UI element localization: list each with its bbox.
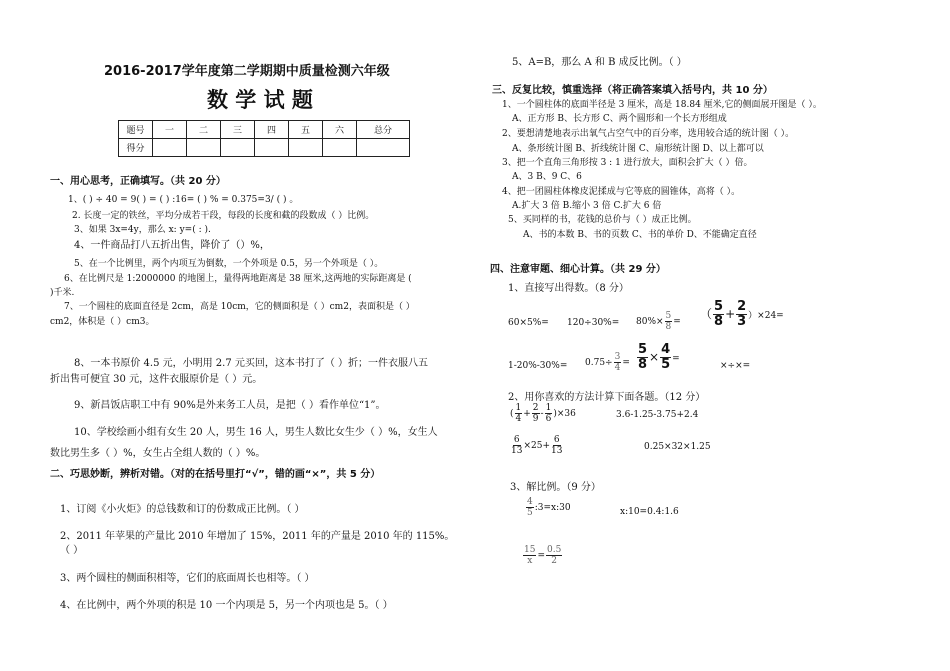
s3-q3: 3、把一个直角三角形按 3 : 1 进行放大，面积会扩大（ ）倍。 <box>502 158 753 168</box>
table-cell: 一 <box>153 121 187 139</box>
s1-q7b: cm2，体积是（ ）cm3。 <box>50 317 155 327</box>
s4-part2: 2、用你喜欢的方法计算下面各题。（12 分） <box>508 392 706 403</box>
section1-title: 一、用心思考，正确填写。（共 20 分） <box>50 176 226 187</box>
fraction: $\frac{5}{8}$ <box>714 299 724 329</box>
table-cell: 四 <box>255 121 289 139</box>
s1-q8a: 8、一本书原价 4.5 元，小明用 2.7 元买回，这本书打了（ ）折；一件衣服八五 <box>74 358 429 369</box>
calc-4: （ $\frac{5}{8}$ + $\frac{2}{3}$ ）×24= <box>700 299 784 329</box>
fraction: $\frac{4}{5}$ <box>527 497 533 518</box>
s1-q6a: 6、在比例尺是 1:2000000 的地图上，量得两地距离是 38 厘米,这两地的实际距离是 ( <box>64 274 412 284</box>
section4-title: 四、注意审题、细心计算。（共 29 分） <box>490 264 666 275</box>
score-input-cell[interactable] <box>289 139 323 157</box>
fraction: $\frac{5}{8}$ <box>638 342 648 372</box>
section3-title: 三、反复比较，慎重选择（将正确答案填入括号内，共 10 分） <box>492 85 773 96</box>
s2-q1: 1、订阅《小火炬》的总钱数和订的份数成正比例。（ ） <box>60 504 305 515</box>
section2-title: 二、巧思妙断，辨析对错。（对的在括号里打“√”，错的画“×”，共 5 分） <box>50 469 381 480</box>
table-cell: 题号 <box>119 121 153 139</box>
table-cell: 三 <box>221 121 255 139</box>
subject-title: 数 学 试 题 <box>207 88 313 112</box>
s1-q8b: 折出售可便宜 30 元，这件衣服原价是（ ）元。 <box>50 374 263 385</box>
fraction: $\frac{3}{4}$ <box>614 352 621 373</box>
score-input-cell[interactable] <box>255 139 289 157</box>
table-cell: 六 <box>323 121 357 139</box>
expr-1: ( $\frac{1}{4}$ + $\frac{2}{9}$ - $\frac{1}{6}$ )×36 <box>510 403 576 424</box>
table-cell: 得分 <box>119 139 153 157</box>
fraction: $\frac{0.5}{2}$ <box>547 545 562 566</box>
score-input-cell[interactable] <box>187 139 221 157</box>
fraction: $\frac{2}{9}$ <box>532 403 539 424</box>
s1-q9: 9、新昌饭店职工中有 90%是外来务工人员，是把（ ）看作单位“1”。 <box>74 400 386 411</box>
expr-4: 0.25×32×1.25 <box>644 442 711 452</box>
table-cell: 总分 <box>357 121 410 139</box>
proportion-2: x:10=0.4:1.6 <box>620 507 679 517</box>
expr-2: 3.6-1.25-3.75+2.4 <box>616 410 699 420</box>
s2-q4: 4、在比例中，两个外项的积是 10 一个内项是 5，另一个内项也是 5。（ ） <box>60 600 393 611</box>
s1-q2: 2. 长度一定的铁丝，平均分成若干段，每段的长度和截的段数成（ ）比例。 <box>72 211 375 221</box>
expr-3: $\frac{6}{13}$ ×25+ $\frac{6}{13}$ <box>511 435 563 456</box>
calc-5: 1-20%-30%= <box>508 361 568 371</box>
s3-q5-options: A、书的本数 B、书的页数 C、书的单价 D、不能确定直径 <box>523 230 757 240</box>
s2-q5: 5、A=B，那么 A 和 B 成反比例。（ ） <box>512 57 687 68</box>
calc-7: $\frac{5}{8}$ × $\frac{4}{5}$ = <box>638 342 680 372</box>
table-row <box>119 139 410 157</box>
s3-q5: 5、买同样的书，花钱的总价与（ ）成正比例。 <box>508 215 697 225</box>
s2-q2b: （ ） <box>60 545 84 556</box>
proportion-1: $\frac{4}{5}$ :3=x:30 <box>527 497 571 518</box>
s1-q3: 3、如果 3x=4y，那么 x: y=( : ). <box>74 225 211 235</box>
score-table <box>118 120 410 157</box>
s1-q5: 5、在一个比例里，两个内项互为倒数，一个外项是 0.5，另一个外项是（ ）。 <box>74 259 384 269</box>
calc-6: 0.75÷ $\frac{3}{4}$ = <box>585 352 630 373</box>
s3-q1-options: A、正方形 B、长方形 C、两个圆形和一个长方形组成 <box>512 114 727 124</box>
fraction: $\frac{5}{8}$ <box>665 311 672 332</box>
table-cell: 五 <box>289 121 323 139</box>
score-input-cell[interactable] <box>323 139 357 157</box>
s4-part3: 3、解比例。（9 分） <box>510 482 601 493</box>
s4-part1: 1、直接写出得数。（8 分） <box>508 283 629 294</box>
s3-q2: 2、要想清楚地表示出氧气占空气中的百分率，选用较合适的统计图（ ）。 <box>502 129 795 139</box>
s3-q2-options: A、条形统计图 B、折线统计图 C、扇形统计图 D、以上都可以 <box>512 144 764 154</box>
table-cell: 二 <box>187 121 221 139</box>
s3-q4: 4、把一团圆柱体橡皮泥揉成与它等底的圆锥体，高将（ ）。 <box>502 187 741 197</box>
s3-q4-options: A.扩大 3 倍 B.缩小 3 倍 C.扩大 6 倍 <box>512 201 662 211</box>
table-row <box>119 121 410 139</box>
fraction: $\frac{15}{x}$ <box>524 545 536 566</box>
s1-q1: 1、( ) ÷ 40 = 9( ) = ( ) :16= ( ) % = 0.375=3/ ( ) 。 <box>68 195 299 205</box>
calc-3: 80%× $\frac{5}{8}$ = <box>636 311 681 332</box>
calc-2: 120÷30%= <box>567 318 620 328</box>
s2-q2a: 2、2011 年苹果的产量比 2010 年增加了 15%，2011 年的产量是 2010 年的 115%。 <box>60 531 455 542</box>
s1-q10a: 10、学校绘画小组有女生 20 人，男生 16 人，男生人数比女生少（ ）%，女生人 <box>74 427 438 438</box>
fraction: $\frac{6}{13}$ <box>551 435 563 456</box>
s3-q3-options: A、3 B、9 C、6 <box>512 172 582 182</box>
calc-1: 60×5%= <box>508 318 549 328</box>
s2-q3: 3、两个圆柱的侧面积相等，它们的底面周长也相等。（ ） <box>60 573 315 584</box>
fraction: $\frac{1}{6}$ <box>545 403 552 424</box>
s1-q7a: 7、一个圆柱的底面直径是 2cm，高是 10cm，它的侧面积是（ ）cm2，表面积是（ ） <box>64 302 415 312</box>
proportion-3: $\frac{15}{x}$ = $\frac{0.5}{2}$ <box>524 545 562 566</box>
s1-q4: 4、一件商品打八五折出售，降价了（）%， <box>74 240 270 251</box>
fraction: $\frac{1}{4}$ <box>515 403 522 424</box>
fraction: $\frac{6}{13}$ <box>511 435 523 456</box>
s1-q10b: 数比男生多（ ）%，女生占全组人数的（ ）%。 <box>50 448 266 459</box>
score-input-cell[interactable] <box>153 139 187 157</box>
fraction: $\frac{4}{5}$ <box>661 342 671 372</box>
s1-q6b: )千米. <box>50 288 75 298</box>
exam-title: 2016-2017学年度第二学期期中质量检测六年级 <box>104 64 390 79</box>
score-input-cell[interactable] <box>221 139 255 157</box>
calc-8: ×÷×= <box>720 361 751 371</box>
fraction: $\frac{2}{3}$ <box>737 299 747 329</box>
score-input-cell[interactable] <box>357 139 410 157</box>
s3-q1: 1、一个圆柱体的底面半径是 3 厘米，高是 18.84 厘米,它的侧面展开图是（ ）。 <box>502 100 822 110</box>
